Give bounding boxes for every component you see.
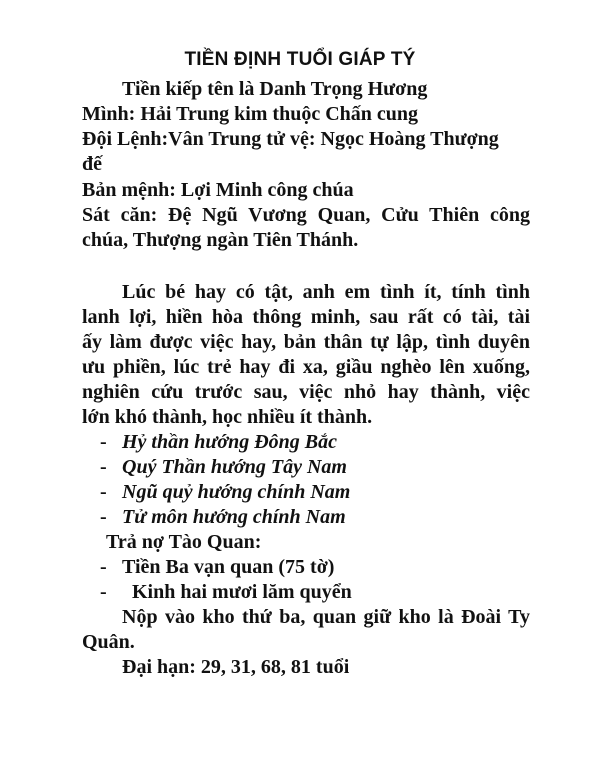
dash-marker: - (100, 556, 107, 578)
guard-line-1: Sát căn: Đệ Ngũ Vương Quan, Cửu Thiên công (82, 204, 530, 226)
debt-item (100, 580, 352, 605)
body-line-6: lớn khó thành, học nhiều ít thành. (82, 406, 373, 428)
self-line: Mình: Hải Trung kim thuộc Chấn cung (82, 103, 419, 125)
body-line-4: ưu phiền, lúc trẻ hay đi xa, giầu nghèo lên xuống, (82, 356, 530, 378)
debt-item (100, 555, 334, 580)
direction-text: Tử môn hướng chính Nam (122, 506, 346, 528)
direction-text: Hỷ thần hướng Đông Bắc (122, 431, 337, 453)
direction-text: Ngũ quỷ hướng chính Nam (122, 481, 351, 503)
body-line-2: lanh lợi, hiền hòa thông minh, sau rất có tài, tài (82, 306, 530, 328)
direction-text: Quý Thần hướng Tây Nam (122, 456, 347, 478)
debt-heading: Trả nợ Tào Quan: (106, 531, 262, 553)
body-line-1: Lúc bé hay có tật, anh em tình ít, tính tình (122, 281, 530, 303)
store-line-2: Quân. (82, 631, 135, 653)
dash-marker: - (100, 456, 107, 478)
page-title: TIỀN ĐỊNH TUỔI GIÁP TÝ (184, 49, 416, 70)
guard-line-2: chúa, Thượng ngàn Tiên Thánh. (82, 229, 359, 251)
direction-item (100, 455, 347, 480)
command-line-1: Đội Lệnh:Vân Trung tử vệ: Ngọc Hoàng Thượng (82, 128, 499, 150)
previous-life-line: Tiền kiếp tên là Danh Trọng Hương (122, 78, 428, 100)
dash-marker: - (100, 431, 107, 453)
command-line-2: đế (82, 153, 102, 175)
major-periods-line: Đại hạn: 29, 31, 68, 81 tuổi (122, 656, 350, 678)
direction-item (100, 430, 337, 455)
debt-text: Tiền Ba vạn quan (75 tờ) (122, 556, 335, 578)
store-line-1: Nộp vào kho thứ ba, quan giữ kho là Đoài Ty (122, 606, 530, 628)
direction-item (100, 480, 350, 505)
direction-item (100, 505, 346, 530)
dash-marker: - (100, 581, 107, 603)
body-line-5: nghiên cứu trước sau, việc nhỏ hay thành, việc (82, 381, 530, 403)
destiny-line: Bản mệnh: Lợi Minh công chúa (82, 179, 354, 201)
debt-text: Kinh hai mươi lăm quyển (132, 581, 352, 603)
dash-marker: - (100, 481, 107, 503)
body-line-3: ấy làm được việc hay, bản thân tự lập, tình duyên (82, 331, 530, 353)
dash-marker: - (100, 506, 107, 528)
